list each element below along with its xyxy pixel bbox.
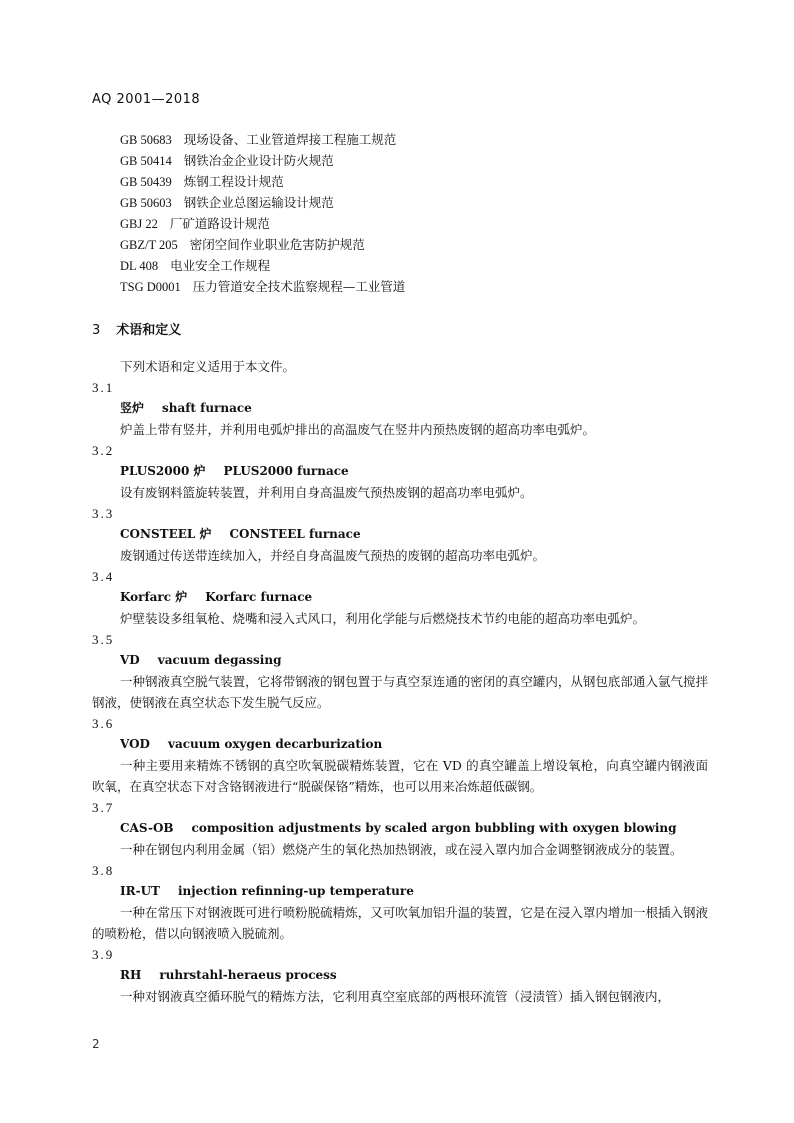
term-name-en: PLUS2000 furnace: [223, 464, 349, 478]
reference-code: GB 50439: [120, 175, 172, 189]
term-name: [92, 734, 712, 755]
term-entry: [92, 440, 712, 503]
term-definition: 设有废钢料篮旋转装置，并利用自身高温废气预热废钢的超高功率电弧炉。: [120, 485, 533, 500]
term-name-zh: Korfarc 炉: [120, 590, 188, 604]
term-name-zh: RH: [120, 968, 142, 982]
term-name: [92, 881, 712, 902]
term-definition: 炉盖上带有竖井，并利用电弧炉排出的高温废气在竖井内预热废钢的超高功率电弧炉。: [120, 422, 596, 437]
term-name-en: shaft furnace: [162, 401, 252, 415]
reference-item: [120, 150, 405, 171]
reference-title: 钢铁企业总图运输设计规范: [183, 195, 334, 210]
section-intro: 下列术语和定义适用于本文件。: [120, 359, 296, 374]
reference-item: [120, 129, 405, 150]
term-entry: [92, 860, 712, 944]
term-entry: [92, 377, 712, 440]
term-number: 3.7: [92, 800, 115, 815]
reference-code: DL 408: [120, 259, 159, 273]
term-number: 3.2: [92, 443, 115, 458]
term-name: [92, 587, 712, 608]
reference-item: [120, 276, 405, 297]
term-name: [92, 650, 712, 671]
term-entry: [92, 713, 712, 797]
term-name: [92, 461, 712, 482]
term-definition: 一种主要用来精炼不锈钢的真空吹氧脱碳精炼装置，它在 VD 的真空罐盖上增设氧枪，向真空罐内钢液面吹氧，在真空状态下对含铬钢液进行“脱碳保铬”精炼，也可以用来冶炼超低碳钢。: [92, 758, 708, 794]
term-number: 3.5: [92, 632, 115, 647]
section-title: 术语和定义: [116, 323, 182, 338]
term-name-en: Korfarc furnace: [205, 590, 313, 604]
term-name-en: CONSTEEL furnace: [229, 527, 361, 541]
reference-title: 炼钢工程设计规范: [183, 174, 284, 189]
term-entry: [92, 503, 712, 566]
reference-title: 厂矿道路设计规范: [169, 216, 270, 231]
reference-code: GB 50414: [120, 154, 172, 168]
term-name-zh: VD: [120, 653, 140, 667]
section-heading: [92, 319, 181, 338]
term-name: [92, 965, 712, 986]
term-definition: 一种对钢液真空循环脱气的精炼方法，它利用真空室底部的两根环流管（浸渍管）插入钢包钢液内，: [120, 989, 671, 1004]
term-number: 3.1: [92, 380, 115, 395]
term-entry: [92, 797, 712, 860]
section-number: 3: [92, 323, 101, 338]
reference-item: [120, 255, 405, 276]
reference-code: GB 50683: [120, 133, 172, 147]
term-definition: 炉壁装设多组氧枪、烧嘴和浸入式风口，利用化学能与后燃烧技术节约电能的超高功率电弧炉。: [120, 611, 646, 626]
reference-code: TSG D0001: [120, 280, 181, 294]
reference-title: 密闭空间作业职业危害防护规范: [189, 237, 365, 252]
term-number: 3.9: [92, 947, 115, 962]
term-entry: [92, 629, 712, 713]
term-entry: [92, 566, 712, 629]
term-list: [92, 377, 712, 1007]
reference-list: [120, 129, 405, 297]
term-definition: 一种在钢包内利用金属（铝）燃烧产生的氧化热加热钢液，或在浸入罩内加合金调整钢液成分的装置。: [120, 842, 683, 857]
term-definition: 废钢通过传送带连续加入，并经自身高温废气预热的废钢的超高功率电弧炉。: [120, 548, 546, 563]
term-name-zh: CONSTEEL 炉: [120, 527, 212, 541]
term-name-zh: 竖炉: [120, 401, 145, 415]
reference-title: 钢铁冶金企业设计防火规范: [183, 153, 334, 168]
term-number: 3.3: [92, 506, 115, 521]
reference-item: [120, 213, 405, 234]
standard-header: AQ 2001—2018: [92, 92, 201, 107]
term-entry: [92, 944, 712, 1007]
page-number: 2: [92, 1037, 100, 1051]
reference-item: [120, 171, 405, 192]
term-name: [92, 398, 712, 419]
term-name-zh: CAS-OB: [120, 821, 174, 835]
term-name-zh: IR-UT: [120, 884, 160, 898]
term-definition: 一种钢液真空脱气装置，它将带钢液的钢包置于与真空泵连通的密闭的真空罐内，从钢包底部通入氩气搅拌钢液，使钢液在真空状态下发生脱气反应。: [92, 674, 708, 710]
term-number: 3.8: [92, 863, 115, 878]
term-name-en: injection refinning-up temperature: [177, 884, 414, 898]
term-number: 3.6: [92, 716, 115, 731]
reference-code: GB 50603: [120, 196, 172, 210]
term-name-en: vacuum oxygen decarburization: [167, 737, 383, 751]
reference-code: GBJ 22: [120, 217, 158, 231]
term-name-en: ruhrstahl-heraeus process: [159, 968, 337, 982]
reference-title: 电业安全工作规程: [170, 258, 271, 273]
reference-item: [120, 234, 405, 255]
reference-item: [120, 192, 405, 213]
reference-code: GBZ/T 205: [120, 238, 178, 252]
term-name-en: vacuum degassing: [157, 653, 282, 667]
term-name-zh: VOD: [120, 737, 150, 751]
reference-title: 现场设备、工业管道焊接工程施工规范: [183, 132, 397, 147]
term-name: [92, 818, 712, 839]
term-definition: 一种在常压下对钢液既可进行喷粉脱硫精炼，又可吹氧加铝升温的装置，它是在浸入罩内增加一根插入钢液的喷粉枪，借以向钢液喷入脱硫剂。: [92, 905, 708, 941]
term-number: 3.4: [92, 569, 115, 584]
term-name: [92, 524, 712, 545]
term-name-en: composition adjustments by scaled argon bubbling with oxygen blowing: [191, 821, 677, 835]
reference-title: 压力管道安全技术监察规程—工业管道: [192, 279, 406, 294]
term-name-zh: PLUS2000 炉: [120, 464, 206, 478]
